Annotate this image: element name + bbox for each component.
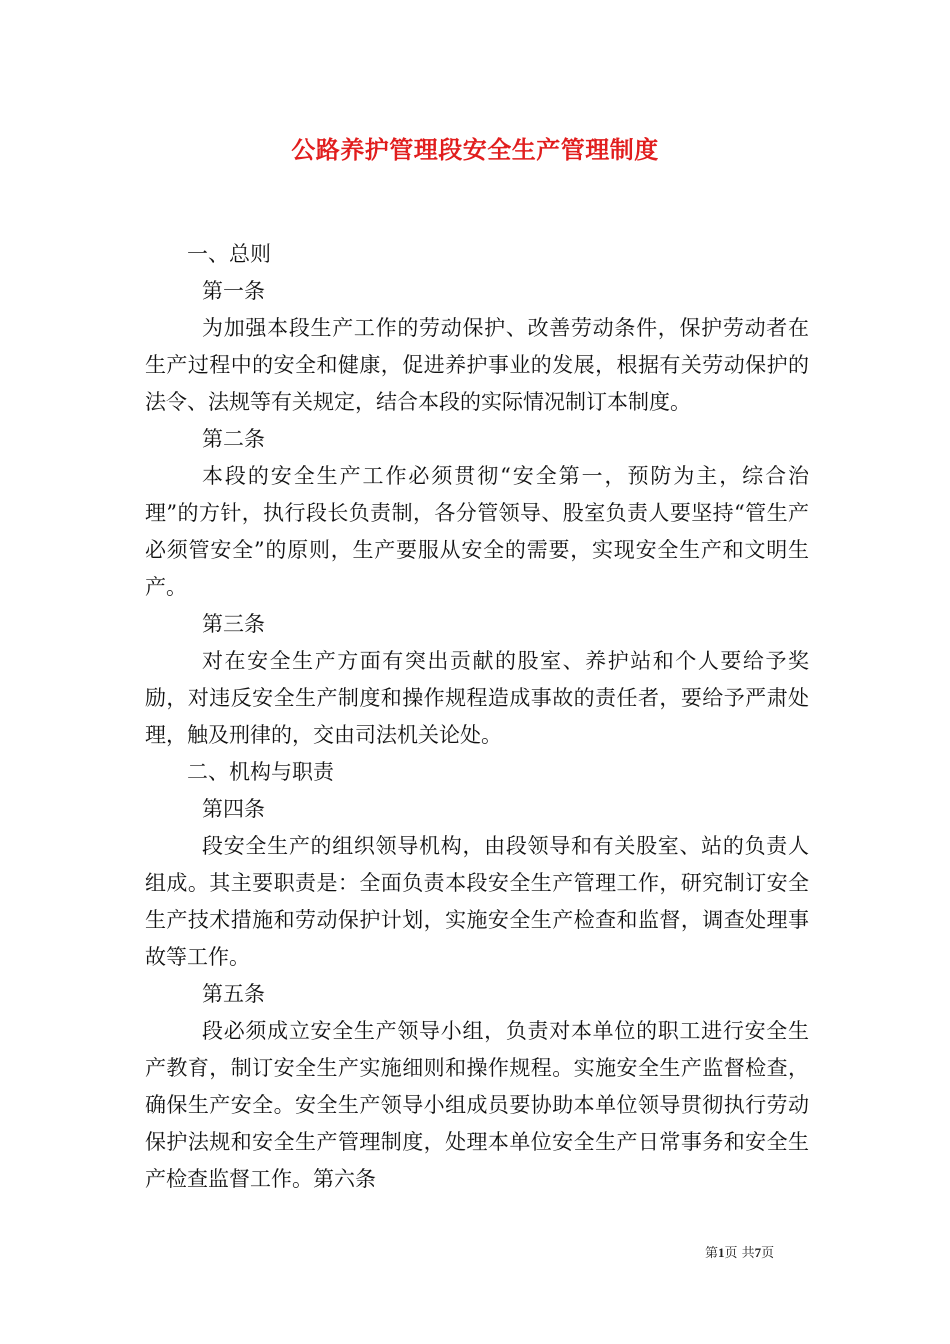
- article-4-label: 第四条: [202, 797, 265, 821]
- document-title: 公路养护管理段安全生产管理制度: [291, 135, 659, 164]
- article-1-text: 为加强本段生产工作的劳动保护、改善劳动条件，保护劳动者在生产过程中的安全和健康，促进养护事业的发展，根据有关劳动保护的法令、法规等有关规定，结合本段的实际情况制订本制度。: [145, 316, 809, 414]
- article-5-label: 第五条: [202, 982, 265, 1006]
- footer-prefix: 第: [705, 1246, 719, 1261]
- article-4-text: 段安全生产的组织领导机构，由段领导和有关股室、站的负责人组成。其主要职责是：全面负责本段安全生产管理工作，研究制订安全生产技术措施和劳动保护计划，实施安全生产检查和监督，调查处理事故等工作。: [145, 834, 809, 969]
- article-2-text: 本段的安全生产工作必须贯彻“安全第一，预防为主，综合治理”的方针，执行段长负责制，各分管领导、股室负责人要坚持“管生产必须管安全”的原则，生产要服从安全的需要，实现安全生产和文明生产。: [145, 464, 809, 599]
- article-5-text: 段必须成立安全生产领导小组，负责对本单位的职工进行安全生产教育，制订安全生产实施细则和操作规程。实施安全生产监督检查，确保生产安全。安全生产领导小组成员要协助本单位领导贯彻执行劳动保护法规和安全生产管理制度，处理本单位安全生产日常事务和安全生产检查监督工作。第六条: [145, 1019, 809, 1191]
- footer-suffix: 页: [761, 1246, 775, 1261]
- article-2-label: 第二条: [202, 427, 265, 451]
- article-3-label: 第三条: [202, 612, 265, 636]
- footer-middle: 页 共: [724, 1246, 755, 1261]
- page-footer: [705, 1244, 815, 1263]
- section-heading-organization: 二、机构与职责: [187, 760, 334, 784]
- footer-total-pages: 7: [754, 1245, 762, 1260]
- article-3-text: 对在安全生产方面有突出贡献的股室、养护站和个人要给予奖励，对违反安全生产制度和操作规程造成事故的责任者，要给予严肃处理，触及刑律的，交由司法机关论处。: [145, 649, 809, 747]
- document-body: [145, 236, 809, 1198]
- footer-current-page: 1: [718, 1245, 725, 1260]
- article-1-label: 第一条: [202, 279, 265, 303]
- section-heading-general: 一、总则: [187, 242, 271, 266]
